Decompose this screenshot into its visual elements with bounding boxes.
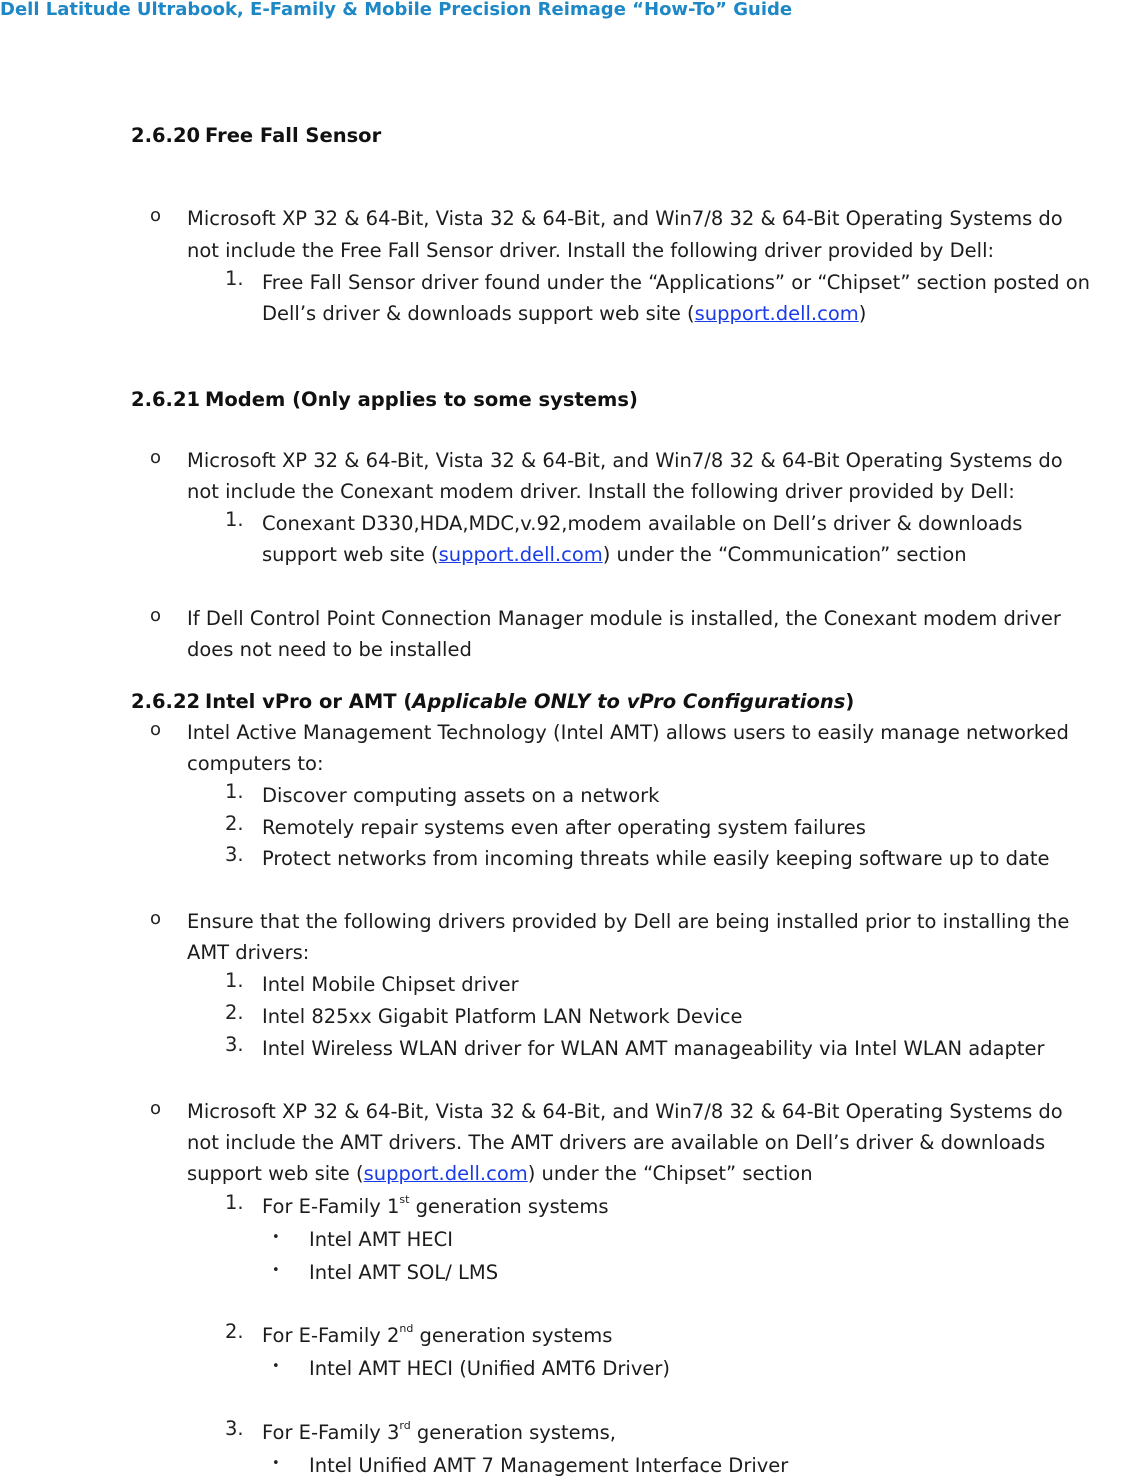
generation-heading xyxy=(262,1191,609,1223)
paragraph-line: Ensure that the following drivers provided by Dell are being installed prior to installing the xyxy=(187,910,1070,933)
paragraph-line: Microsoft XP 32 & 64-Bit, Vista 32 & 64-Bit, and Win7/8 32 & 64-Bit Operating Systems do xyxy=(187,1100,1063,1123)
list-number: 2. xyxy=(225,1001,244,1024)
text-run: generation systems xyxy=(413,1324,613,1347)
paragraph-line: Microsoft XP 32 & 64-Bit, Vista 32 & 64-Bit, and Win7/8 32 & 64-Bit Operating Systems do xyxy=(187,449,1063,472)
list-item-text: Conexant D330,HDA,MDC,v.92,modem available on Dell’s driver & downloads xyxy=(262,512,1023,535)
bullet-dot: • xyxy=(272,1456,280,1471)
text-run: ) xyxy=(858,302,867,325)
paragraph-line xyxy=(187,1158,813,1190)
paragraph-line: Microsoft XP 32 & 64-Bit, Vista 32 & 64-Bit, and Win7/8 32 & 64-Bit Operating Systems do xyxy=(187,207,1063,230)
paragraph-line: not include the Conexant modem driver. Install the following driver provided by Dell: xyxy=(187,480,1015,503)
ordinal-suffix: nd xyxy=(399,1322,414,1335)
text-run: generation systems xyxy=(409,1195,609,1218)
paragraph-line: does not need to be installed xyxy=(187,638,472,661)
support-link[interactable]: support.dell.com xyxy=(694,302,859,325)
paragraph-line: computers to: xyxy=(187,752,324,775)
list-number: 2. xyxy=(225,812,244,835)
paragraph-line: Intel Active Management Technology (Intel AMT) allows users to easily manage networked xyxy=(187,721,1069,744)
list-number: 3. xyxy=(225,843,244,866)
support-link[interactable]: support.dell.com xyxy=(438,543,603,566)
ordinal-suffix: rd xyxy=(399,1419,411,1432)
list-item-text: Protect networks from incoming threats while easily keeping software up to date xyxy=(262,847,1050,870)
list-item-text: Discover computing assets on a network xyxy=(262,784,660,807)
section-heading-modem xyxy=(131,388,638,411)
section-title-close: ) xyxy=(845,690,855,713)
list-number: 3. xyxy=(225,1417,244,1440)
list-item-text: Intel Unified AMT 7 Management Interface Driver xyxy=(309,1454,789,1477)
bullet-dot: • xyxy=(272,1263,280,1278)
paragraph-line: AMT drivers: xyxy=(187,941,310,964)
bullet-marker: o xyxy=(150,908,162,929)
paragraph-line: not include the AMT drivers. The AMT drivers are available on Dell’s driver & downloads xyxy=(187,1131,1046,1154)
bullet-marker: o xyxy=(150,447,162,468)
generation-heading xyxy=(262,1417,616,1449)
text-run: ) under the “Chipset” section xyxy=(527,1162,813,1185)
section-title: Intel vPro or AMT ( xyxy=(205,690,413,713)
ordinal-suffix: st xyxy=(399,1193,410,1206)
bullet-marker: o xyxy=(150,205,162,226)
bullet-dot: • xyxy=(272,1359,280,1374)
text-run: For E-Family 2 xyxy=(262,1324,400,1347)
text-run: support web site ( xyxy=(187,1162,364,1185)
list-item-text: Intel 825xx Gigabit Platform LAN Network Device xyxy=(262,1005,743,1028)
section-heading-free-fall-sensor xyxy=(131,124,381,147)
bullet-marker: o xyxy=(150,1098,162,1119)
list-number: 1. xyxy=(225,267,244,290)
list-number: 3. xyxy=(225,1033,244,1056)
paragraph-line: not include the Free Fall Sensor driver. Install the following driver provided by Dell: xyxy=(187,239,995,262)
bullet-dot: • xyxy=(272,1230,280,1245)
list-item-text: Intel AMT SOL/ LMS xyxy=(309,1261,499,1284)
text-run: support web site ( xyxy=(262,543,439,566)
list-item-text: Intel Wireless WLAN driver for WLAN AMT manageability via Intel WLAN adapter xyxy=(262,1037,1045,1060)
bullet-marker: o xyxy=(150,605,162,626)
bullet-marker: o xyxy=(150,719,162,740)
list-item-text: Free Fall Sensor driver found under the “Applications” or “Chipset” section posted on xyxy=(262,271,1091,294)
text-run: For E-Family 3 xyxy=(262,1421,400,1444)
text-run: For E-Family 1 xyxy=(262,1195,400,1218)
support-link[interactable]: support.dell.com xyxy=(363,1162,528,1185)
section-number: 2.6.20 xyxy=(131,124,201,147)
list-item-text: Remotely repair systems even after operating system failures xyxy=(262,816,866,839)
section-number: 2.6.21 xyxy=(131,388,201,411)
list-number: 1. xyxy=(225,969,244,992)
list-number: 1. xyxy=(225,508,244,531)
section-number: 2.6.22 xyxy=(131,690,201,713)
text-run: ) under the “Communication” section xyxy=(602,543,967,566)
list-item-text xyxy=(262,298,866,330)
document-header: Dell Latitude Ultrabook, E-Family & Mobile Precision Reimage “How-To” Guide xyxy=(0,0,793,20)
list-item-text: Intel Mobile Chipset driver xyxy=(262,973,519,996)
list-number: 1. xyxy=(225,780,244,803)
text-run: generation systems, xyxy=(410,1421,617,1444)
section-title: Free Fall Sensor xyxy=(205,124,382,147)
list-item-text xyxy=(262,539,967,571)
list-number: 1. xyxy=(225,1191,244,1214)
text-run: Dell’s driver & downloads support web site ( xyxy=(262,302,695,325)
paragraph-line: If Dell Control Point Connection Manager module is installed, the Conexant modem driver xyxy=(187,607,1061,630)
list-number: 2. xyxy=(225,1320,244,1343)
list-item-text: Intel AMT HECI (Unified AMT6 Driver) xyxy=(309,1357,670,1380)
section-title-italic: Applicable ONLY to vPro Configurations xyxy=(412,690,846,713)
section-title: Modem (Only applies to some systems) xyxy=(205,388,638,411)
generation-heading xyxy=(262,1320,612,1352)
list-item-text: Intel AMT HECI xyxy=(309,1228,453,1251)
section-heading-intel-vpro-amt xyxy=(131,690,854,713)
